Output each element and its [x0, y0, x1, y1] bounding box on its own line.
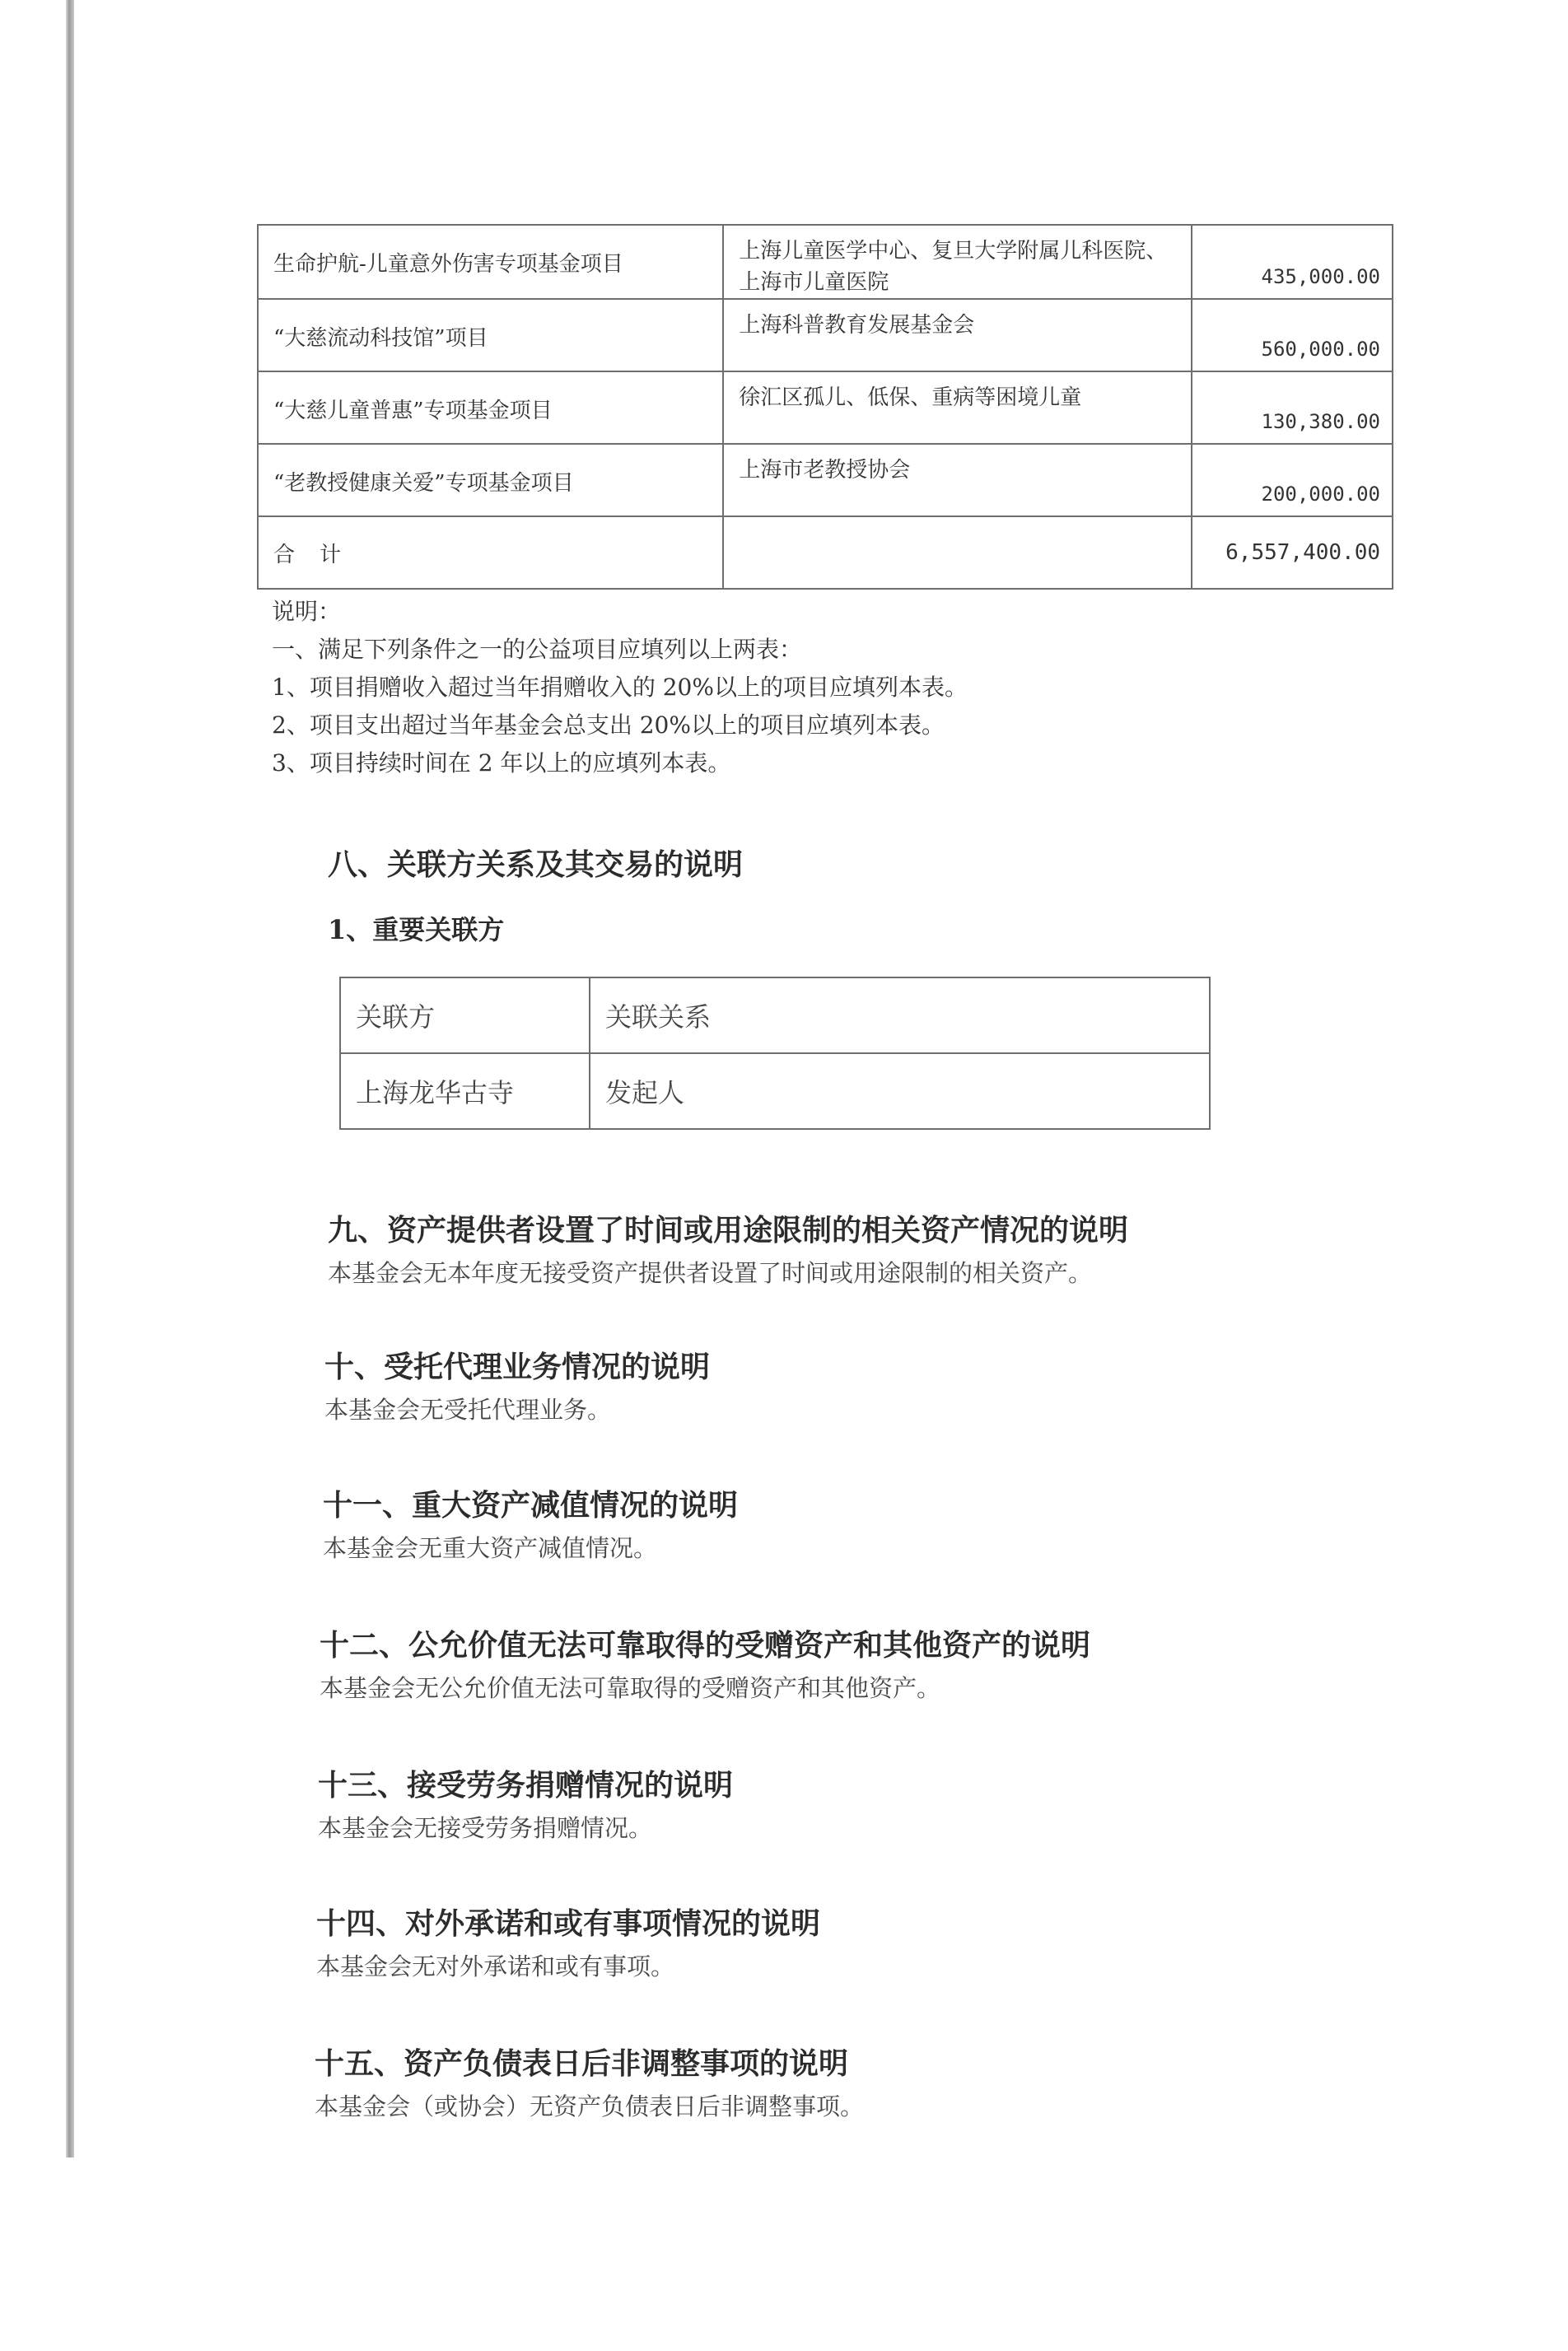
- project-name: “老教授健康关爱”专项基金项目: [258, 444, 723, 516]
- section-10-body: 本基金会无受托代理业务。: [324, 1396, 612, 1424]
- project-beneficiary: 上海科普教育发展基金会: [723, 299, 1192, 371]
- project-amount: 130,380.00: [1192, 371, 1393, 444]
- section-9-title: 九、资产提供者设置了时间或用途限制的相关资产情况的说明: [328, 1213, 1129, 1248]
- related-party-relation: 发起人: [590, 1053, 1210, 1129]
- table-header-row: [340, 977, 1210, 1053]
- notes-line: 2、项目支出超过当年基金会总支出 20%以上的项目应填列本表。: [272, 711, 945, 739]
- table-row: [258, 444, 1393, 516]
- notes-heading: 说明：: [272, 598, 342, 625]
- table-row: [258, 299, 1393, 371]
- project-name: “大慈流动科技馆”项目: [258, 299, 723, 371]
- project-amount: 200,000.00: [1192, 444, 1393, 516]
- total-row: [258, 516, 1393, 589]
- table-row: [258, 225, 1393, 299]
- section-8-title: 八、关联方关系及其交易的说明: [328, 847, 744, 882]
- notes-line: 1、项目捐赠收入超过当年捐赠收入的 20%以上的项目应填列本表。: [272, 674, 968, 701]
- column-header: 关联方: [340, 977, 590, 1053]
- notes-line: 一、满足下列条件之一的公益项目应填列以上两表：: [272, 636, 803, 663]
- page-bottom-margin: [0, 2157, 1568, 2351]
- project-beneficiary: 上海市老教授协会: [723, 444, 1192, 516]
- section-10-title: 十、受托代理业务情况的说明: [324, 1350, 711, 1384]
- related-party-table: [339, 977, 1211, 1130]
- notes-line: 3、项目持续时间在 2 年以上的应填列本表。: [272, 749, 731, 777]
- section-15-title: 十五、资产负债表日后非调整事项的说明: [315, 2046, 849, 2081]
- table-notes: [272, 593, 968, 782]
- section-12-title: 十二、公允价值无法可靠取得的受赠资产和其他资产的说明: [320, 1628, 1091, 1663]
- section-13-body: 本基金会无接受劳务捐赠情况。: [318, 1814, 653, 1842]
- section-15-body: 本基金会（或协会）无资产负债表日后非调整事项。: [315, 2092, 865, 2120]
- section-14-title: 十四、对外承诺和或有事项情况的说明: [316, 1906, 821, 1941]
- table-row: [258, 371, 1393, 444]
- section-11-body: 本基金会无重大资产减值情况。: [323, 1534, 658, 1562]
- section-9-body: 本基金会无本年度无接受资产提供者设置了时间或用途限制的相关资产。: [328, 1259, 1093, 1287]
- project-name: “大慈儿童普惠”专项基金项目: [258, 371, 723, 444]
- table-row: [340, 1053, 1210, 1129]
- project-beneficiary: 徐汇区孤儿、低保、重病等困境儿童: [723, 371, 1192, 444]
- scan-binding-edge: [66, 0, 74, 2157]
- total-empty-cell: [723, 516, 1192, 589]
- project-beneficiary: 上海儿童医学中心、复旦大学附属儿科医院、上海市儿童医院: [723, 225, 1192, 299]
- section-8-subtitle: 1、重要关联方: [328, 914, 505, 945]
- section-13-title: 十三、接受劳务捐赠情况的说明: [318, 1768, 734, 1803]
- related-party-name: 上海龙华古寺: [340, 1053, 590, 1129]
- column-header: 关联关系: [590, 977, 1210, 1053]
- total-amount: 6,557,400.00: [1192, 516, 1393, 589]
- total-label: 合计: [258, 516, 723, 589]
- project-amount: 560,000.00: [1192, 299, 1393, 371]
- projects-table: [257, 224, 1393, 590]
- section-14-body: 本基金会无对外承诺和或有事项。: [316, 1952, 675, 1980]
- section-11-title: 十一、重大资产减值情况的说明: [323, 1488, 739, 1523]
- section-12-body: 本基金会无公允价值无法可靠取得的受赠资产和其他资产。: [320, 1674, 941, 1702]
- project-name: 生命护航-儿童意外伤害专项基金项目: [258, 225, 723, 299]
- project-amount: 435,000.00: [1192, 225, 1393, 299]
